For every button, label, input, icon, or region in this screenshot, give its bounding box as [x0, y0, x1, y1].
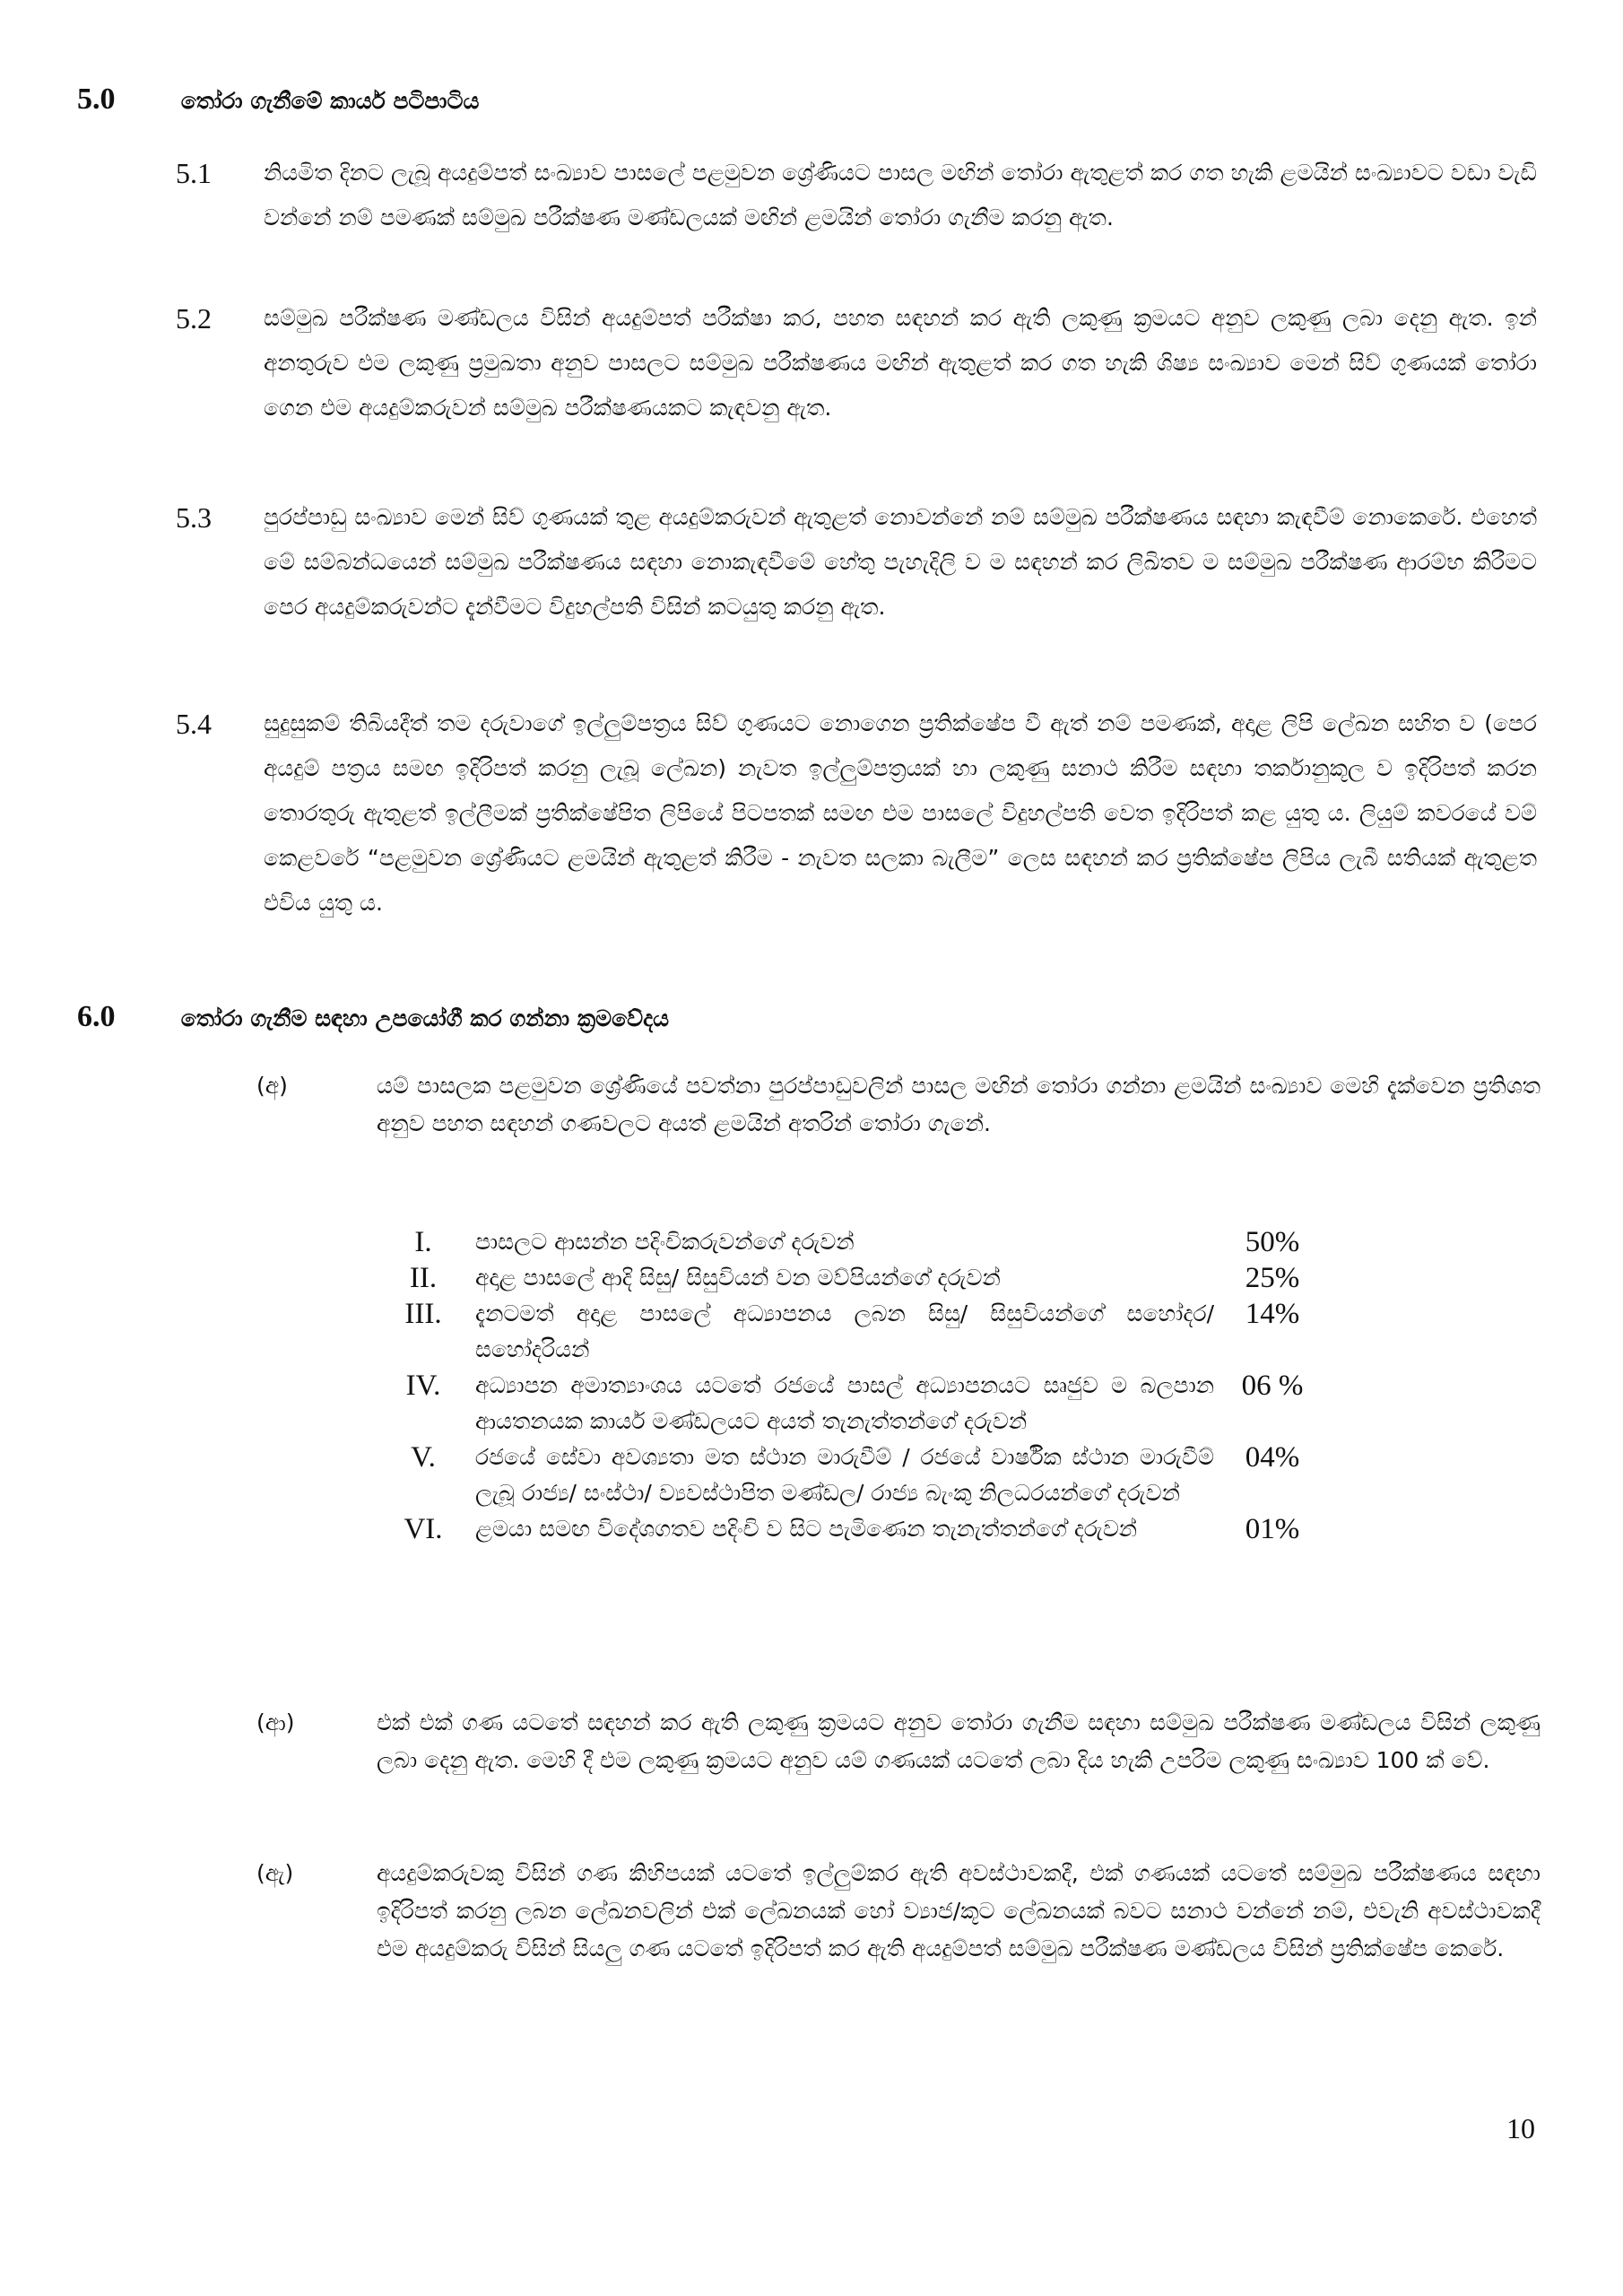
- paragraph-number: 5.4: [176, 708, 212, 740]
- clause-mark: (ආ): [256, 1709, 295, 1735]
- category-description: ළමයා සමඟ විදේශගතව පදිංචි ව සිට පැමිණෙන තැනැත්තන්ගේ දරුවන්: [475, 1516, 1138, 1542]
- paragraph-number: 5.1: [176, 157, 212, 189]
- clause-text: අයදුම්කරුවකු විසින් ගණ කිහිපයක් යටතේ ඉල්ලුම්කර ඇති අවස්ථාවකදී, එක් ගණයක් යටතේ සම්මුඛ පරීක්ෂණය සඳහා ඉදිරිපත් කරනු ලබන ලේඛනවලින් එක් ලේඛනයක් හෝ ව්‍යාජ/කූට ලේඛනයක් බවට සනාථ වන්නේ නම්, එවැනි අවස්ථාවකදී එම අයදුම්කරු විසින් සියලු ගණ යටතේ ඉදිරිපත් කර ඇති අයදුම්පත් සම්මුඛ පරීක්ෂණ මණ්ඩලය විසින් ප්‍රතික්ෂේප කෙරේ.: [377, 1860, 1541, 1961]
- category-numeral: III.: [404, 1298, 442, 1330]
- category-row: [377, 1511, 1331, 1547]
- clause-aa: [256, 1704, 1541, 1779]
- section-6-number: 6.0: [77, 1000, 116, 1033]
- clause-text: යම් පාසලක පළමුවන ශ්‍රේණියේ පවත්නා පුරප්පාඩුවලින් පාසල මඟින් තෝරා ගන්නා ළමයින් සංඛ්‍යාව මෙහි දැක්වෙන ප්‍රතිශත අනුව පහත සඳහන් ගණවලට අයත් ළමයින් අතරින් තෝරා ගැනේ.: [377, 1073, 1541, 1136]
- section-5-heading: [77, 83, 480, 117]
- clause-text: එක් එක් ගණ යටතේ සඳහන් කර ඇති ලකුණු ක්‍රමයට අනුව තෝරා ගැනීම සඳහා සම්මුඛ පරීක්ෂණ මණ්ඩලය විසින් ලකුණු ලබා දෙනු ඇත. මෙහි දී එම ලකුණු ක්‍රමයට අනුව යම් ගණයක් යටතේ ලබා දිය හැකි උපරිම ලකුණු සංඛ්‍යාව 100 ක් වේ.: [377, 1709, 1541, 1773]
- paragraph-text: පුරප්පාඩු සංඛ්‍යාව මෙන් සිව් ගුණයක් තුළ අයදුම්කරුවන් ඇතුළත් නොවන්නේ නම් සම්මුඛ පරීක්ෂණය සඳහා කැඳවීම් නොකෙරේ. එහෙත් මේ සම්බන්ධයෙන් සම්මුඛ පරීක්ෂණය සඳහා නොකැඳවීමේ හේතු පැහැදිලි ව ම සඳහන් කර ලිඛිතව ම සම්මුඛ පරීක්ෂණ ආරම්භ කිරීමට පෙර අයදුම්කරුවන්ට දැන්වීමට විදුහල්පති විසින් කටයුතු කරනු ඇත.: [264, 504, 1537, 620]
- clause-mark: (ඇ): [256, 1860, 294, 1886]
- section-5-title: තෝරා ගැනීමේ කාර්ය පටිපාටිය: [180, 88, 480, 114]
- category-percentage: 14%: [1245, 1298, 1300, 1330]
- category-description: අධ්‍යාපන අමාත්‍යාංශය යටතේ රජයේ පාසල් අධ්‍යාපනයට සෘජුව ම බලපාන ආයතනයක කාර්ය මණ්ඩලයට අයත් තැනැත්තන්ගේ දරුවන්: [475, 1372, 1214, 1434]
- paragraph-5-4: [176, 701, 1539, 926]
- category-percentage: 50%: [1245, 1226, 1300, 1258]
- category-percentage: 01%: [1245, 1513, 1300, 1545]
- category-row: [377, 1224, 1331, 1260]
- category-numeral: II.: [409, 1262, 438, 1294]
- page-number: 10: [1506, 2112, 1535, 2144]
- category-description: දැනටමත් අදාළ පාසලේ අධ්‍යාපනය ලබන සිසු/ සිසුවියන්ගේ සහෝදර/ සහෝදරියන්: [475, 1300, 1214, 1362]
- category-description: රජයේ සේවා අවශ්‍යතා මත ස්ථාන මාරුවීම් / රජයේ වාර්ෂික ස්ථාන මාරුවීම් ලැබූ රාජ්‍ය/ සංස්ථා/ ව්‍යවස්ථාපිත මණ්ඩල/ රාජ්‍ය බැංකු නිලධරයන්ගේ දරුවන්: [475, 1444, 1214, 1506]
- paragraph-5-2: [176, 296, 1539, 430]
- category-row: [377, 1368, 1331, 1439]
- category-numeral: VI.: [404, 1513, 443, 1545]
- clause-a: [256, 1067, 1541, 1143]
- category-percentage: 06 %: [1241, 1370, 1304, 1402]
- category-row: [377, 1296, 1331, 1368]
- clause-ae: [256, 1855, 1541, 1968]
- paragraph-5-1: [176, 151, 1539, 240]
- paragraph-text: සම්මුඛ පරීක්ෂණ මණ්ඩලය විසින් අයදුම්පත් පරීක්ෂා කර, පහත සඳහන් කර ඇති ලකුණු ක්‍රමයට අනුව ලකුණු ලබා දෙනු ඇත. ඉන් අනතුරුව එම ලකුණු ප්‍රමුඛතා අනුව පාසලට සම්මුඛ පරීක්ෂණය මඟින් ඇතුළත් කර ගත හැකි ශිෂ්‍ය සංඛ්‍යාව මෙන් සිව් ගුණයක් තෝරා ගෙන එම අයදුම්කරුවන් සම්මුඛ පරීක්ෂණයකට කැඳවනු ඇත.: [264, 305, 1537, 421]
- paragraph-text: සුදුසුකම් තිබියදීත් තම දරුවාගේ ඉල්ලුම්පත්‍රය සිව් ගුණයට නොගෙන ප්‍රතික්ෂේප වී ඇත් නම් පමණක්, අදාළ ලිපි ලේඛන සහිත ව (පෙර අයදුම් පත්‍රය සමඟ ඉදිරිපත් කරනු ලැබූ ලේඛන) නැවත ඉල්ලුම්පත්‍රයක් හා ලකුණු සනාථ කිරීම සඳහා තර්කානුකූල ව ඉදිරිපත් කරන තොරතුරු ඇතුළත් ඉල්ලීමක් ප්‍රතික්ෂේපිත ලිපියේ පිටපතක් සමඟ එම පාසලේ විදුහල්පති වෙත ඉදිරිපත් කළ යුතු ය. ලියුම් කවරයේ වම් කෙළවරේ “පළමුවන ශ්‍රේණියට ළමයින් ඇතුළත් කිරීම - නැවත සලකා බැලීම” ලෙස සඳහන් කර ප්‍රතික්ෂේප ලිපිය ලැබී සතියක් ඇතුළත එවිය යුතු ය.: [264, 710, 1537, 916]
- category-row: [377, 1439, 1331, 1511]
- clause-mark: (අ): [256, 1073, 288, 1099]
- category-numeral: IV.: [405, 1370, 441, 1402]
- category-table: [377, 1224, 1331, 1547]
- paragraph-text: නියමිත දිනට ලැබූ අයදුම්පත් සංඛ්‍යාව පාසලේ පළමුවන ශ්‍රේණියට පාසල මඟින් තෝරා ඇතුළත් කර ගත හැකි ළමයින් සංඛ්‍යාවට වඩා වැඩි වන්නේ නම් පමණක් සම්මුඛ පරීක්ෂණ මණ්ඩලයක් මඟින් ළමයින් තෝරා ගැනීම කරනු ඇත.: [264, 160, 1537, 230]
- paragraph-number: 5.2: [176, 302, 212, 335]
- category-percentage: 25%: [1245, 1262, 1300, 1294]
- category-row: [377, 1260, 1331, 1296]
- category-description: පාසලට ආසන්න පදිංචිකරුවන්ගේ දරුවන්: [475, 1229, 855, 1255]
- category-description: අදාළ පාසලේ ආදි සිසු/ සිසුවියන් වන මව්පියන්ගේ දරුවන්: [475, 1265, 1001, 1291]
- section-6-heading: [77, 1000, 669, 1034]
- category-numeral: V.: [411, 1441, 436, 1474]
- category-numeral: I.: [414, 1226, 432, 1258]
- section-5-number: 5.0: [77, 83, 116, 116]
- paragraph-5-3: [176, 495, 1539, 630]
- paragraph-number: 5.3: [176, 501, 212, 534]
- category-percentage: 04%: [1245, 1441, 1300, 1474]
- section-6-title: තෝරා ගැනීම සඳහා උපයෝගී කර ගන්නා ක්‍රමවේදය: [180, 1005, 670, 1031]
